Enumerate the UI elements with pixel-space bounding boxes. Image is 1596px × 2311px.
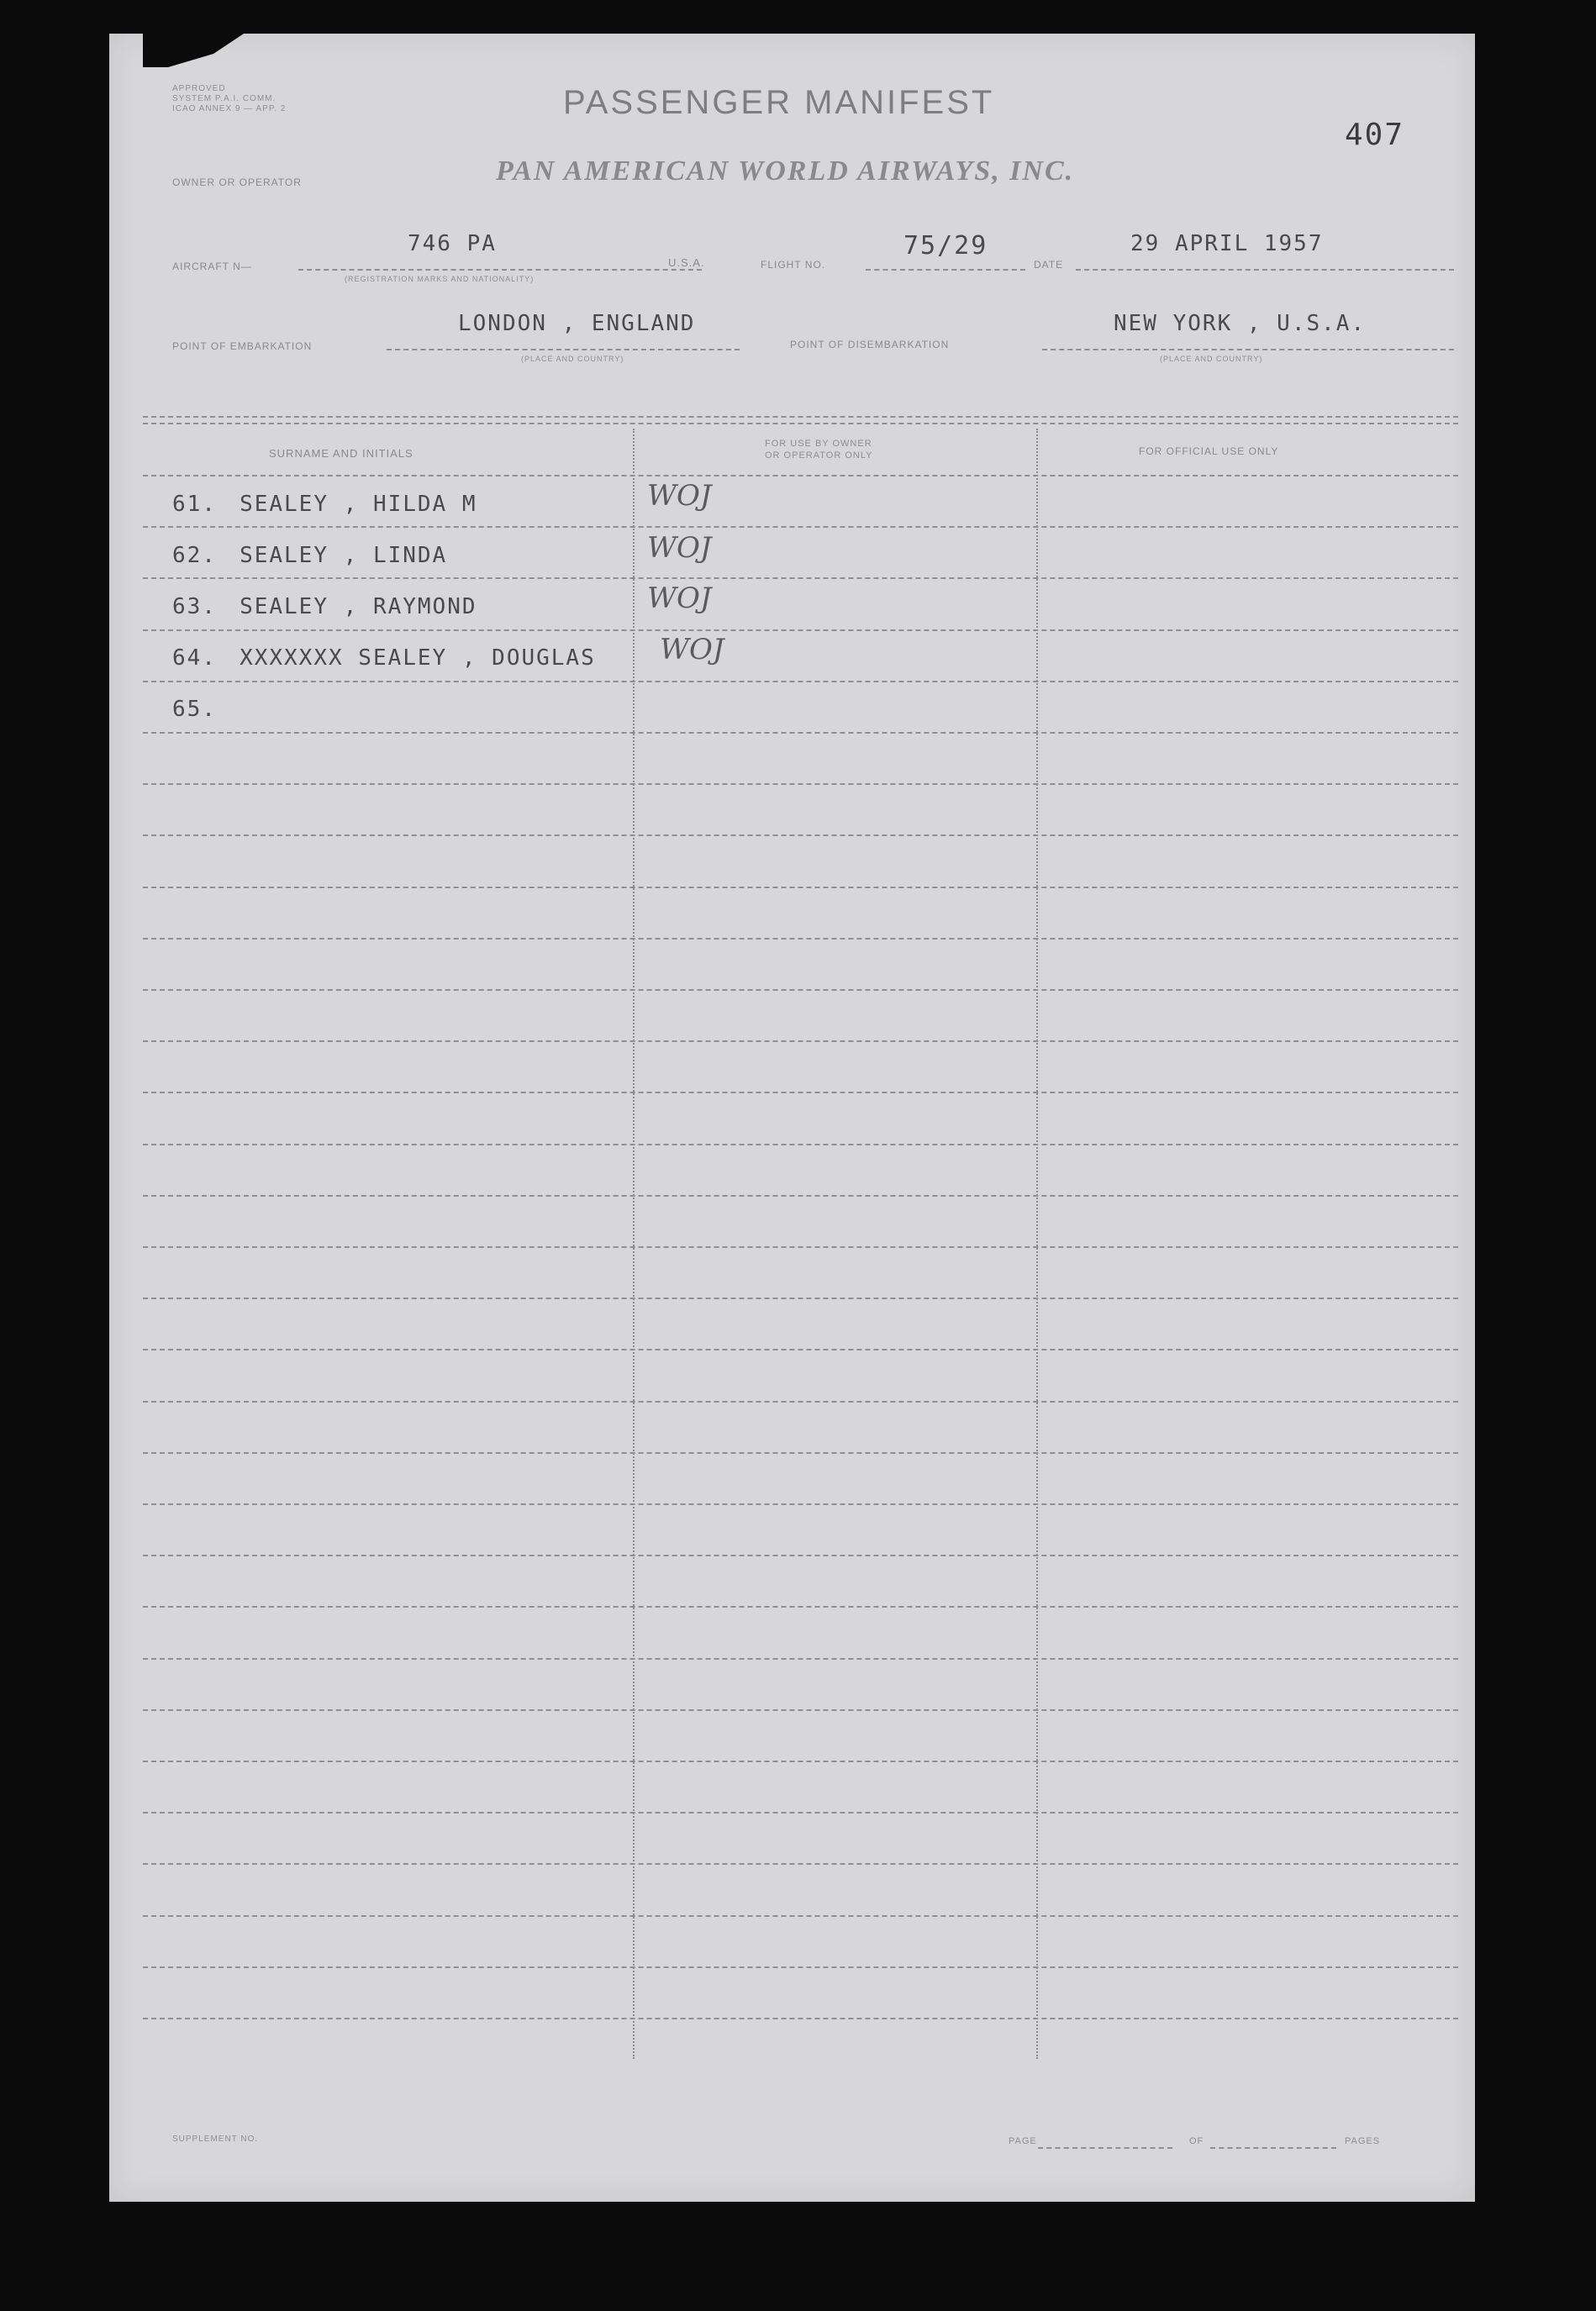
header-owner-use-2: OR OPERATOR ONLY — [765, 450, 873, 461]
footer-pages-label: PAGES — [1345, 2136, 1381, 2146]
list-item — [172, 697, 235, 722]
form-title: PASSENGER MANIFEST — [563, 84, 995, 121]
row-rule — [143, 1349, 1458, 1350]
owner-label: OWNER OR OPERATOR — [172, 176, 302, 188]
aircraft-label: AIRCRAFT N— — [172, 261, 252, 272]
row-rule — [143, 1658, 1458, 1660]
row-rule — [143, 887, 1458, 888]
passenger-name: XXXXXXX SEALEY , DOUGLAS — [240, 645, 596, 671]
footer-page-label: PAGE — [1009, 2136, 1037, 2146]
date-label: DATE — [1034, 259, 1064, 271]
date-value: 29 APRIL 1957 — [1130, 231, 1324, 256]
row-rule — [143, 834, 1458, 836]
row-rule — [143, 1195, 1458, 1197]
usa-label: U.S.A. — [668, 256, 705, 269]
approved-line: SYSTEM P.A.I. COMM. — [172, 94, 277, 103]
footer-left: SUPPLEMENT NO. — [172, 2135, 259, 2144]
approved-line: APPROVED — [172, 84, 226, 93]
row-rule — [143, 732, 1458, 734]
row-rule — [143, 1555, 1458, 1556]
passenger-name: SEALEY , HILDA M — [240, 492, 477, 517]
row-rule — [143, 1246, 1458, 1248]
row-rule — [143, 1503, 1458, 1505]
row-rule — [143, 938, 1458, 940]
row-rule — [143, 526, 1458, 528]
row-number: 64. — [172, 645, 217, 671]
row-rule — [143, 1915, 1458, 1917]
approved-block — [172, 84, 286, 114]
row-rule — [143, 1401, 1458, 1403]
row-rule — [143, 2018, 1458, 2019]
row-rule — [143, 1709, 1458, 1711]
handwritten-mark: WOJ — [647, 582, 712, 615]
registration-note: (REGISTRATION MARKS AND NATIONALITY) — [345, 275, 535, 283]
row-rule — [143, 989, 1458, 991]
row-rule — [143, 1092, 1458, 1093]
handwritten-mark: WOJ — [647, 531, 712, 565]
row-rule — [143, 1761, 1458, 1762]
passenger-name: SEALEY , RAYMOND — [240, 594, 477, 619]
place-country-note-2: (PLACE AND COUNTRY) — [1160, 355, 1263, 363]
list-item — [172, 492, 477, 517]
embarkation-label: POINT OF EMBARKATION — [172, 340, 313, 352]
row-number: 62. — [172, 543, 217, 568]
row-rule — [143, 629, 1458, 631]
row-rule — [143, 1040, 1458, 1042]
header-owner-use-1: FOR USE BY OWNER — [765, 439, 872, 449]
column-divider — [633, 429, 635, 2059]
row-rule — [143, 1144, 1458, 1145]
list-item — [172, 594, 477, 619]
disembarkation-label: POINT OF DISEMBARKATION — [790, 339, 950, 350]
place-country-note: (PLACE AND COUNTRY) — [521, 355, 624, 363]
approved-line: ICAO ANNEX 9 — APP. 2 — [172, 104, 287, 113]
row-rule — [143, 577, 1458, 579]
list-item — [172, 543, 447, 568]
row-rule — [143, 1606, 1458, 1608]
handwritten-mark: WOJ — [660, 633, 724, 666]
owner-value: PAN AMERICAN WORLD AIRWAYS, INC. — [496, 155, 1075, 187]
row-rule — [143, 1452, 1458, 1454]
header-surname: SURNAME AND INITIALS — [269, 447, 413, 460]
column-divider — [1036, 429, 1038, 2059]
list-item — [172, 645, 596, 671]
row-rule — [143, 1298, 1458, 1299]
handwritten-mark: WOJ — [647, 479, 712, 513]
row-rule — [143, 783, 1458, 785]
aircraft-value: 746 PA — [408, 231, 497, 256]
row-number: 63. — [172, 594, 217, 619]
row-rule — [143, 681, 1458, 682]
embarkation-value: LONDON , ENGLAND — [458, 311, 696, 336]
row-number: 65. — [172, 697, 217, 722]
row-number: 61. — [172, 492, 217, 517]
row-rule — [143, 475, 1458, 476]
page-number: 407 — [1345, 118, 1405, 152]
row-rule — [143, 1863, 1458, 1865]
disembarkation-value: NEW YORK , U.S.A. — [1114, 311, 1367, 336]
footer-of-label: OF — [1189, 2136, 1204, 2146]
flight-value: 75/29 — [903, 231, 988, 261]
header-official: FOR OFFICIAL USE ONLY — [1139, 445, 1279, 457]
flight-label: FLIGHT NO. — [761, 259, 826, 271]
manifest-sheet — [109, 34, 1475, 2202]
row-rule — [143, 1966, 1458, 1968]
row-rule — [143, 1812, 1458, 1814]
passenger-name: SEALEY , LINDA — [240, 543, 448, 568]
